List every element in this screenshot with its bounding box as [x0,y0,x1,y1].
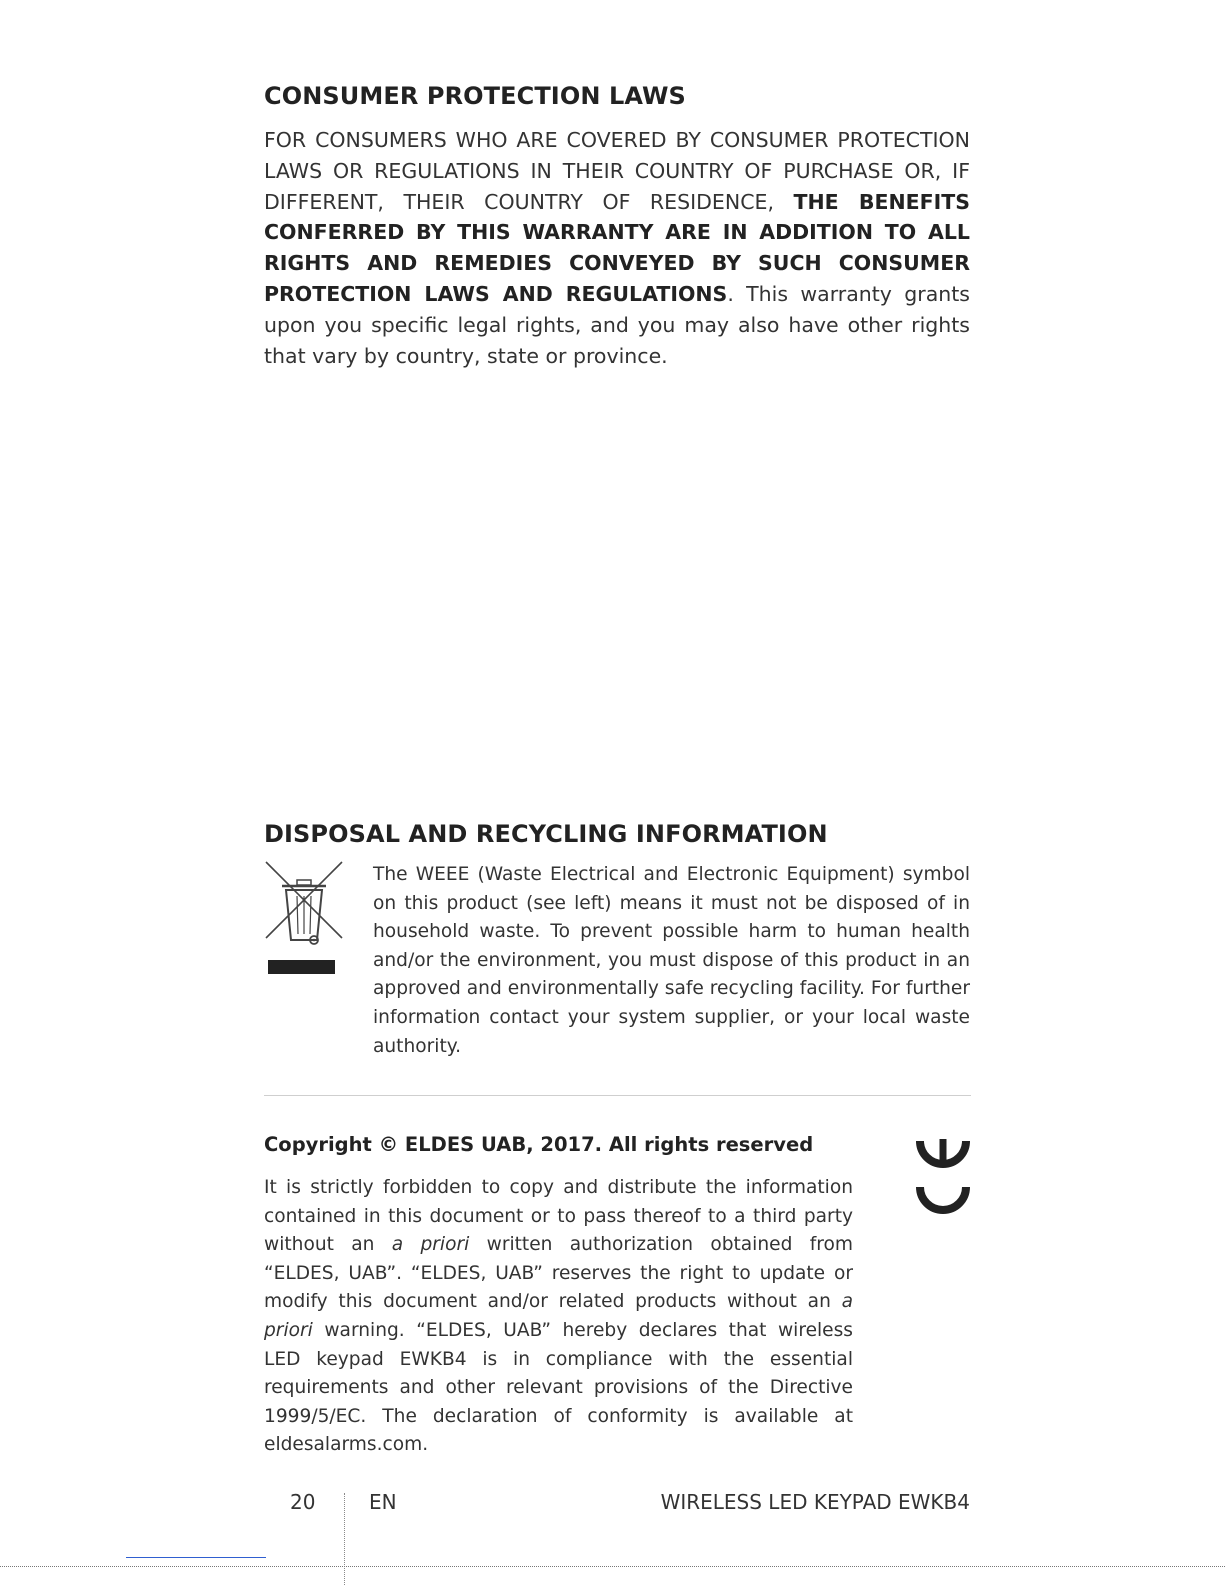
disposal-heading: DISPOSAL AND RECYCLING INFORMATION [264,820,828,848]
copyright-text-part-2: written authorization obtained from “ELDES, UAB”. “ELDES, UAB” reserves the right to update or modify this document and/or related products without an [264,1234,853,1313]
footer-separator [344,1493,345,1585]
page-edge-dotted-line [0,1566,1225,1567]
copyright-title: Copyright © ELDES UAB, 2017. All rights reserved [264,1133,814,1156]
weee-crossed-bin-icon [264,860,344,980]
copyright-text-part-1: It is strictly forbidden to copy and distribute the information contained in this document or to pass thereof to a third party without an [264,1177,853,1256]
consumer-protection-text-bold: THE BENEFITS CONFERRED BY THIS WARRANTY ARE IN ADDITION TO ALL RIGHTS AND REMEDIES CONVEYED BY SUCH CONSUMER PROTECTION LAWS AND REGULATIONS [264,189,970,306]
copyright-italic-1: a priori [391,1234,470,1256]
consumer-protection-text-outro: . This warranty grants upon you specific legal rights, and you may also have other rights that vary by country, state or province. [264,281,970,368]
language-code: EN [369,1490,397,1514]
page-edge-link-line [126,1557,266,1558]
consumer-protection-text [264,125,970,371]
section-divider [264,1095,971,1096]
page-number: 20 [290,1490,316,1514]
copyright-text [264,1174,853,1460]
consumer-protection-heading: CONSUMER PROTECTION LAWS [264,82,686,110]
consumer-protection-text-intro: FOR CONSUMERS WHO ARE COVERED BY CONSUMER PROTECTION LAWS OR REGULATIONS IN THEIR COUNTRY OF PURCHASE OR, IF DIFFERENT, THEIR COUNTRY OF RESIDENCE, [264,128,970,214]
copyright-italic-2: a priori [264,1291,853,1341]
copyright-text-part-3: warning. “ELDES, UAB” hereby declares that wireless LED keypad EWKB4 is in compliance with the essential requirements and other relevant provisions of the Directive 1999/5/EC. The declaration of conformity is available at eldesalarms.com. [264,1319,853,1456]
ce-mark-icon [912,1135,974,1225]
disposal-text: The WEEE (Waste Electrical and Electronic Equipment) symbol on this product (see left) means it must not be disposed of in household waste. To prevent possible harm to human health and/or the environment, you must dispose of this product in an approved and environmentally safe recycling facility. For further information contact your system supplier, or your local waste authority. [373,864,970,1057]
document-title: WIRELESS LED KEYPAD EWKB4 [660,1490,970,1514]
